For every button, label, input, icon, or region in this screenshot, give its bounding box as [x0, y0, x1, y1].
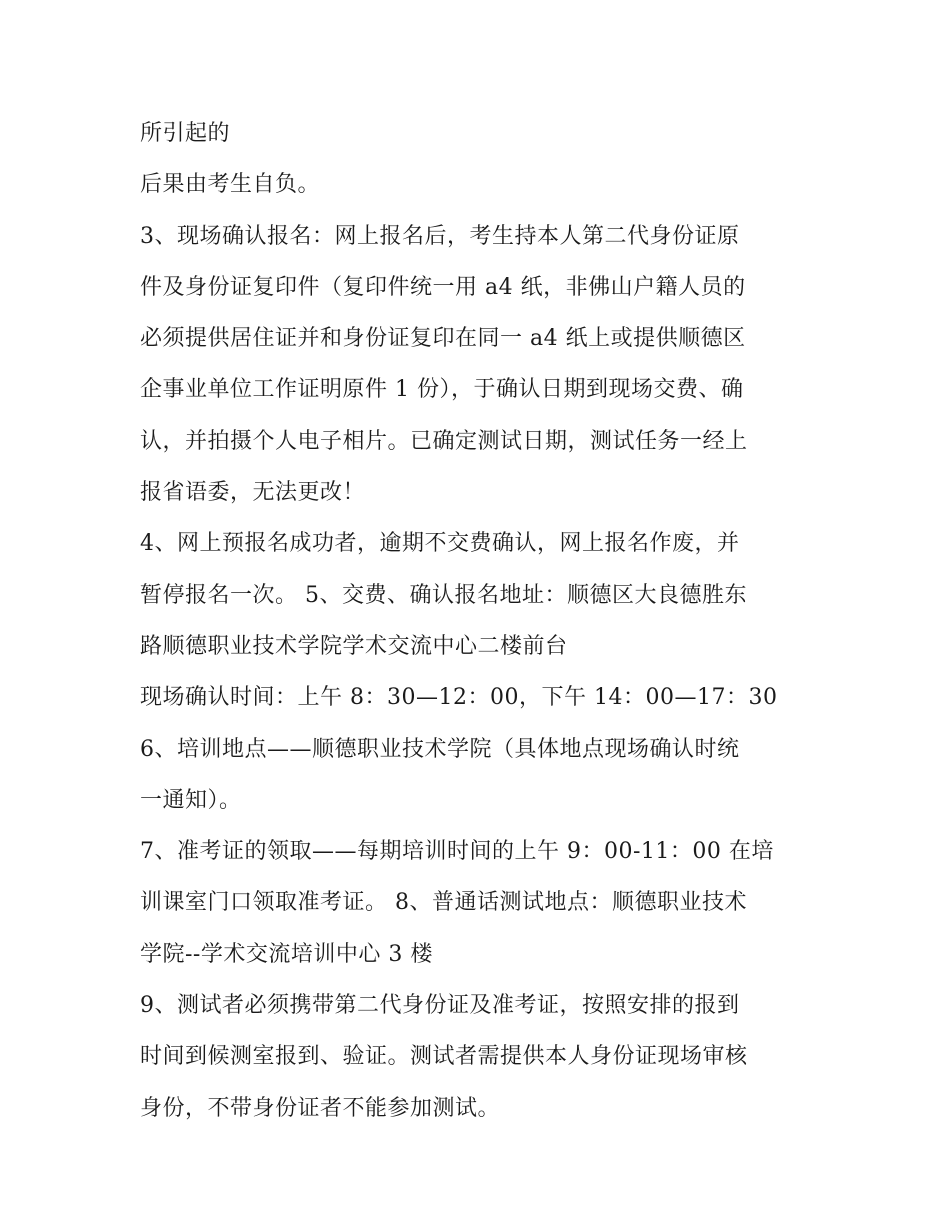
text-line-20: 身份，不带身份证者不能参加测试。: [140, 1095, 501, 1121]
text-line-2: 后果由考生自负。: [140, 172, 321, 198]
text-line-1: 所引起的: [140, 121, 231, 146]
text-line-14: 一通知）。: [140, 787, 242, 813]
text-line-3: 3、现场确认报名：网上报名后，考生持本人第二代身份证原: [140, 223, 740, 249]
text-line-6: 企事业单位工作证明原件 1 份），于确认日期到现场交费、确: [140, 377, 744, 403]
text-line-15: 7、准考证的领取——每期培训时间的上午 9：00-11：00 在培: [140, 839, 774, 865]
text-line-12: 现场确认时间：上午 8：30—12：00，下午 14：00—17：30: [140, 685, 778, 711]
text-line-5: 必须提供居住证并和身份证复印在同一 a4 纸上或提供顺德区: [140, 326, 746, 352]
text-line-17: 学院--学术交流培训中心 3 楼: [140, 941, 433, 967]
text-line-18: 9、测试者必须携带第二代身份证及准考证，按照安排的报到: [140, 993, 740, 1019]
text-line-11: 路顺德职业技术学院学术交流中心二楼前台: [140, 633, 568, 659]
text-line-13: 6、培训地点——顺德职业技术学院（具体地点现场确认时统: [140, 736, 740, 762]
text-line-16: 训课室门口领取准考证。 8、普通话测试地点：顺德职业技术: [140, 890, 747, 916]
text-line-19: 时间到候测室报到、验证。测试者需提供本人身份证现场审核: [140, 1044, 748, 1070]
text-line-7: 认，并拍摄个人电子相片。已确定测试日期，测试任务一经上: [140, 428, 748, 454]
text-line-9: 4、网上预报名成功者，逾期不交费确认，网上报名作废，并: [140, 531, 740, 557]
text-line-4: 件及身份证复印件（复印件统一用 a4 纸，非佛山户籍人员的: [140, 274, 746, 300]
text-line-10: 暂停报名一次。 5、交费、确认报名地址：顺德区大良德胜东: [140, 582, 747, 608]
document-body: [140, 108, 820, 1134]
text-line-8: 报省语委，无法更改！: [140, 480, 366, 506]
